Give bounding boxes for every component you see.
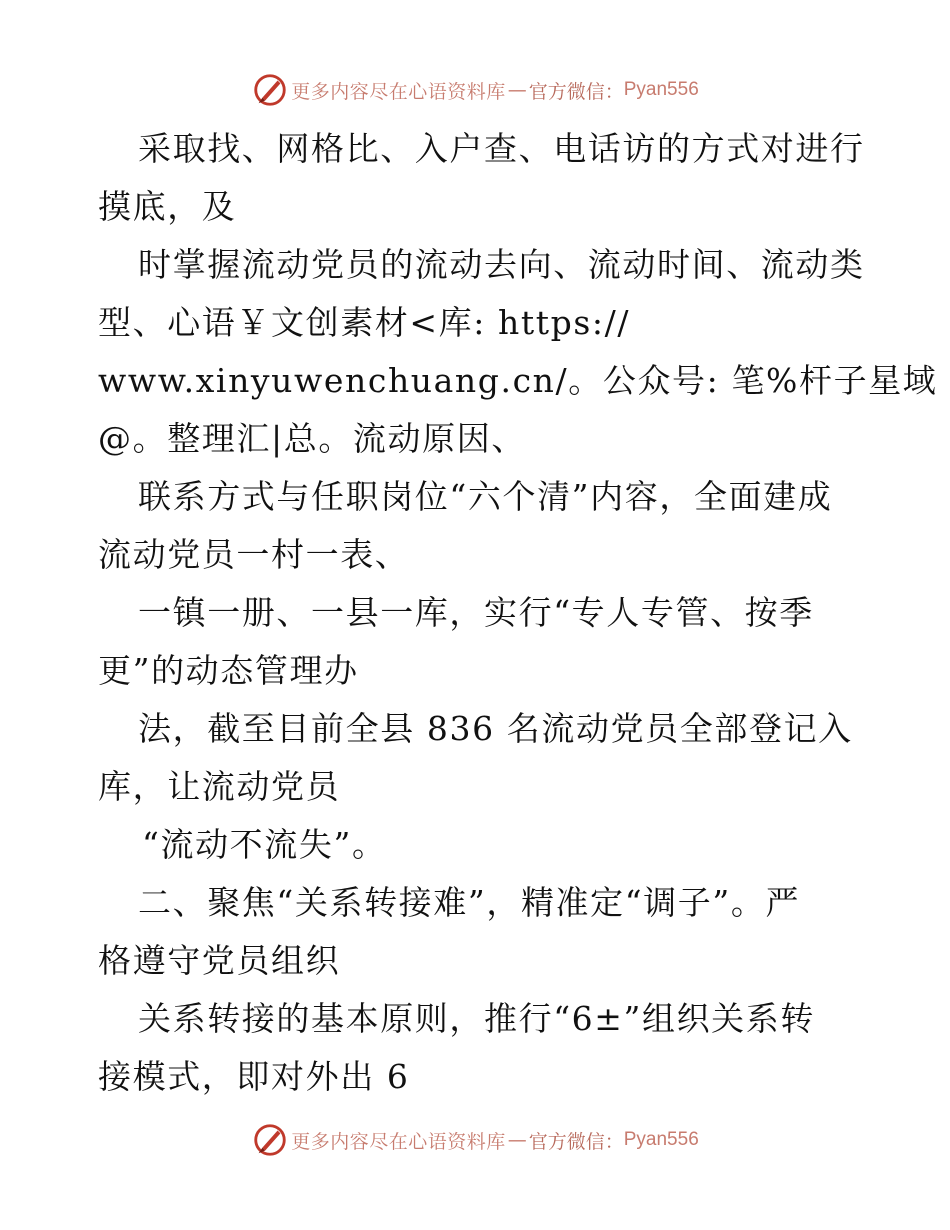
text-line: @。整理汇|总。流动原因、 bbox=[98, 419, 526, 458]
text-line: 更”的动态管理办 bbox=[98, 651, 359, 690]
logo-pen-icon bbox=[251, 71, 289, 109]
text-line: www.xinyuwenchuang.cn/。公众号: 笔%杆子星域 bbox=[98, 361, 938, 400]
text-line: 时掌握流动党员的流动去向、流动时间、流动类 bbox=[138, 245, 865, 284]
watermark-account: Pyan556 bbox=[623, 79, 699, 100]
watermark-site-text: 更多内容尽在心语资料库 bbox=[291, 80, 506, 103]
text-line: 格遵守党员组织 bbox=[98, 941, 341, 980]
text-line: 型、心语￥文创素材<库: https:// bbox=[98, 303, 631, 342]
footer-watermark bbox=[0, 1120, 950, 1160]
text-line: 摸底，及 bbox=[98, 187, 237, 226]
logo-pen-icon bbox=[251, 1121, 289, 1159]
text-line: 库，让流动党员 bbox=[98, 767, 341, 806]
text-line: 关系转接的基本原则，推行“6±”组织关系转 bbox=[138, 999, 815, 1038]
watermark-separator: — bbox=[507, 79, 527, 101]
text-line: 二、聚焦“关系转接难”，精准定“调子”。严 bbox=[138, 883, 801, 922]
text-line: “流动不流失”。 bbox=[142, 825, 387, 864]
watermark-site-text: 更多内容尽在心语资料库 bbox=[291, 1130, 506, 1153]
watermark-separator: — bbox=[507, 1129, 527, 1151]
text-line: 联系方式与任职岗位“六个清”内容，全面建成 bbox=[138, 477, 833, 516]
text-line: 一镇一册、一县一库，实行“专人专管、按季 bbox=[138, 593, 814, 632]
text-line: 接模式，即对外出 6 bbox=[98, 1057, 410, 1096]
watermark-wechat-label: 官方微信： bbox=[528, 1130, 624, 1153]
watermark-wechat-label: 官方微信： bbox=[528, 80, 624, 103]
text-line: 流动党员一村一表、 bbox=[98, 535, 410, 574]
text-line: 法，截至目前全县 836 名流动党员全部登记入 bbox=[138, 709, 853, 748]
text-line: 采取找、网格比、入户查、电话访的方式对进行 bbox=[138, 129, 865, 168]
watermark-account: Pyan556 bbox=[623, 1129, 699, 1150]
document-body bbox=[98, 120, 938, 1106]
header-watermark bbox=[0, 70, 950, 110]
